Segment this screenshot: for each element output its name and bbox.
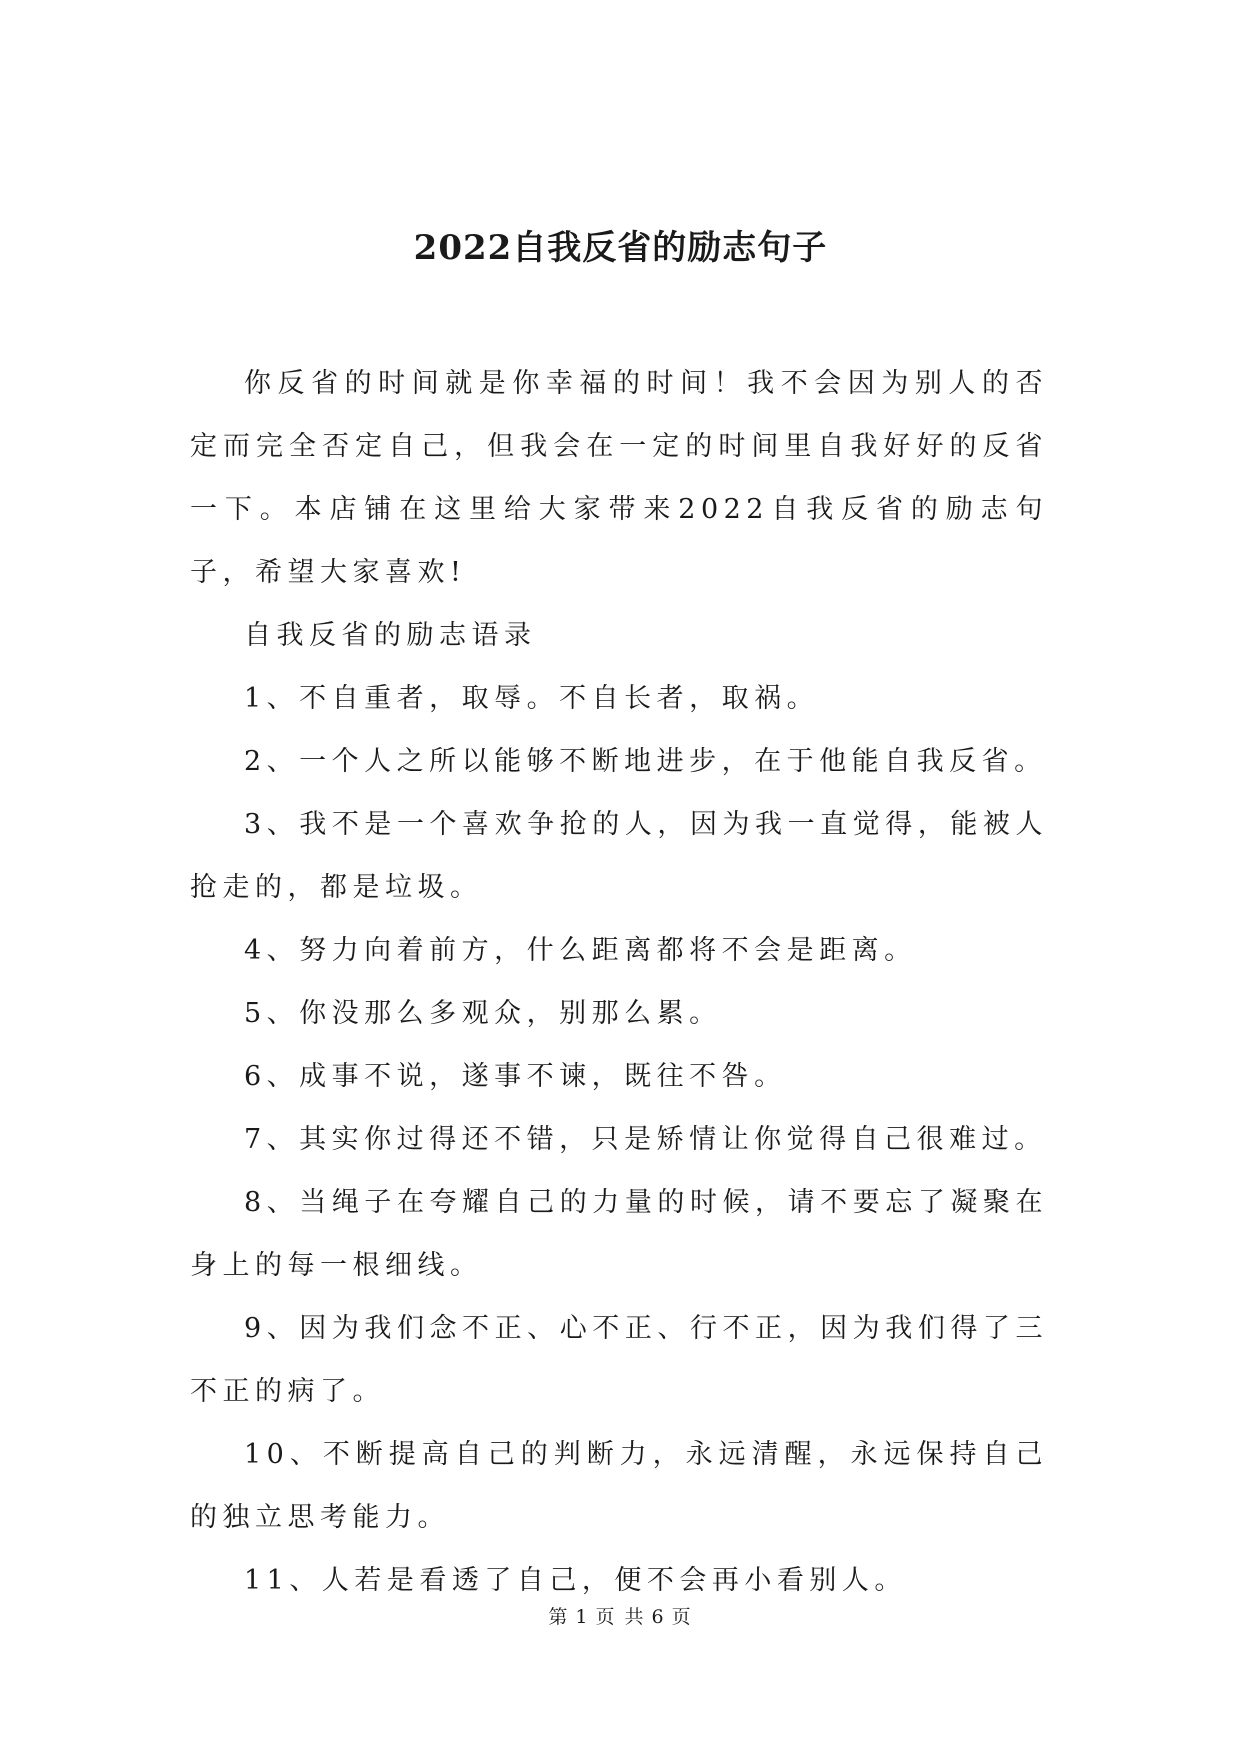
current-page-number: 1 [575, 1606, 590, 1628]
list-item: 8、当绳子在夸耀自己的力量的时候，请不要忘了凝聚在身上的每一根细线。 [190, 1187, 1048, 1281]
list-item: 7、其实你过得还不错，只是矫情让你觉得自己很难过。 [244, 1124, 1047, 1155]
intro-paragraph: 你反省的时间就是你幸福的时间！我不会因为别人的否定而完全否定自己，但我会在一定的时间里自我好好的反省一下。本店铺在这里给大家带来2022自我反省的励志句子，希望大家喜欢! [190, 368, 1048, 588]
footer-prefix: 第 [548, 1606, 570, 1628]
section-heading: 自我反省的励志语录 [244, 620, 537, 651]
list-item: 6、成事不说，遂事不谏，既往不咎。 [244, 1061, 787, 1092]
page-footer [0, 1604, 1241, 1630]
list-item: 4、努力向着前方，什么距离都将不会是距离。 [244, 935, 917, 966]
total-pages-number: 6 [651, 1606, 666, 1628]
list-item: 3、我不是一个喜欢争抢的人，因为我一直觉得，能被人抢走的，都是垃圾。 [190, 809, 1048, 903]
list-item: 10、不断提高自己的判断力，永远清醒，永远保持自己的独立思考能力。 [190, 1439, 1048, 1533]
list-item: 11、人若是看透了自己，便不会再小看别人。 [244, 1565, 907, 1596]
footer-middle: 页 共 [595, 1606, 646, 1628]
list-item: 1、不自重者，取辱。不自长者，取祸。 [244, 683, 820, 714]
list-item: 2、一个人之所以能够不断地进步，在于他能自我反省。 [244, 746, 1047, 777]
document-title: 2022自我反省的励志句子 [413, 228, 828, 268]
list-item: 5、你没那么多观众，别那么累。 [244, 998, 722, 1029]
footer-suffix: 页 [671, 1606, 693, 1628]
document-body [190, 352, 1048, 1612]
list-item: 9、因为我们念不正、心不正、行不正，因为我们得了三不正的病了。 [190, 1313, 1048, 1407]
